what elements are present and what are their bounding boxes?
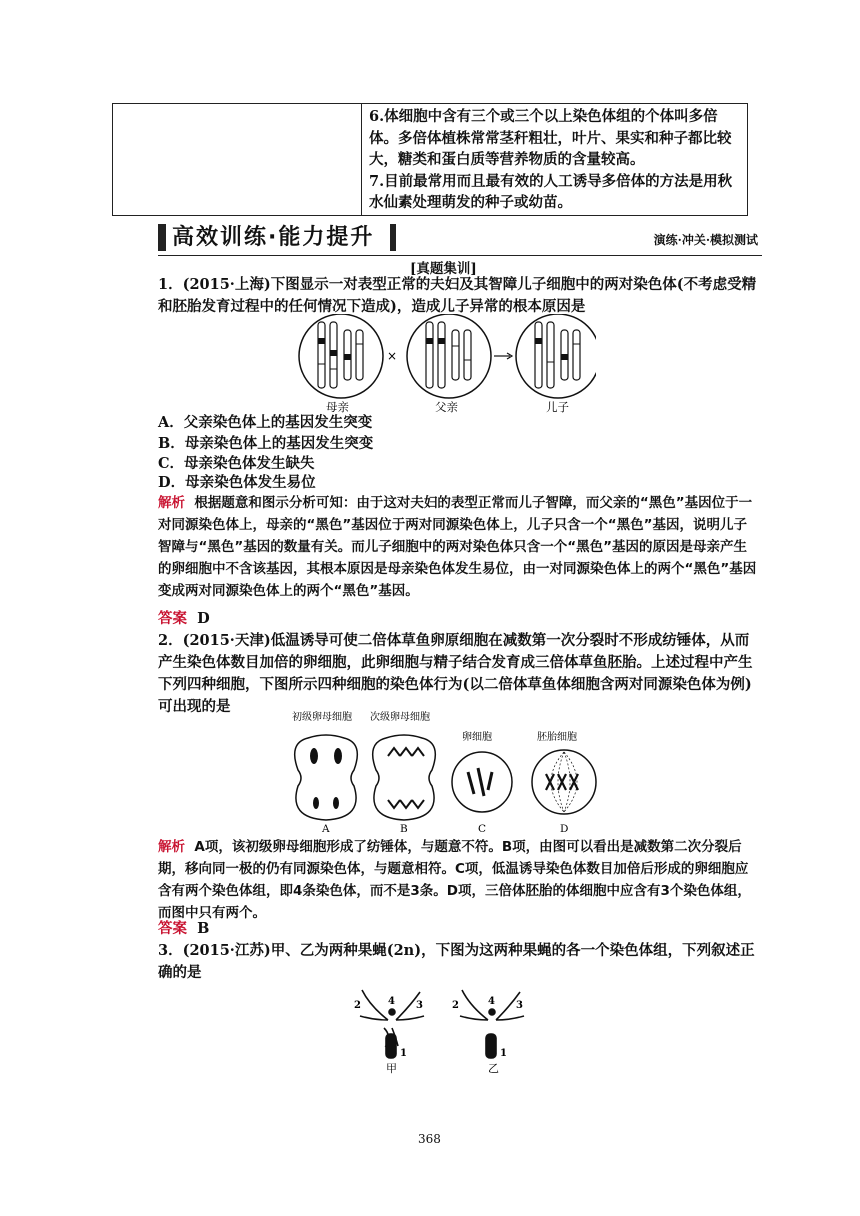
fig-title-b: 次级卵母细胞 xyxy=(370,712,430,723)
q1-answer: 答案 D xyxy=(158,610,210,627)
fig-label-jia: 甲 xyxy=(386,1062,397,1074)
banner-underline xyxy=(158,255,762,256)
q2-analysis: 解析 A项，该初级卵母细胞形成了纺锤体，与题意不符。B项，由图可以看出是减数第二次分裂后期，移向同一极的仍有同源染色体，与题意相符。C项，低温诱导染色体数目加倍后形成的卵细胞应含有两个染色体组，即4条染色体，而不是3条。D项，三倍体胚胎的体细胞中应含有3个染色体组，而图中只有两个。 xyxy=(158,839,751,921)
q1-stem: 1．(2015·上海)下图显示一对表型正常的夫妇及其智障儿子细胞中的两对染色体(不考虑受精和胚胎发育过程中的任何情况下造成)，造成儿子异常的根本原因是 xyxy=(158,276,757,315)
chrom-1-jia: 1 xyxy=(400,1048,407,1059)
q2-analysis-label: 解析 xyxy=(158,839,185,855)
q2-answer-label: 答案 xyxy=(158,920,187,937)
fig-letter-b: B xyxy=(400,823,408,834)
q2-figure xyxy=(288,708,618,834)
cell-d xyxy=(532,750,596,814)
fig-title-d: 胚胎细胞 xyxy=(537,732,577,743)
chrom-1-yi: 1 xyxy=(500,1048,507,1059)
mother-cell xyxy=(299,314,383,398)
q1-answer-label: 答案 xyxy=(158,610,187,627)
fig-title-c: 卵细胞 xyxy=(462,732,492,743)
son-cell xyxy=(516,314,596,398)
q1-option-a: A．父亲染色体上的基因发生突变 xyxy=(158,414,373,431)
q1-analysis: 解析 根据题意和图示分析可知：由于这对夫妇的表型正常而儿子智障，而父亲的“黑色”基因位于一对同源染色体上，母亲的“黑色”基因位于两对同源染色体上，儿子只含一个“黑色”基因，说明儿子智障与“黑色”基因的数量有关。而儿子细胞中的两对染色体只含一个“黑色”基因的原因是母亲产生的卵细胞中不含该基因，其根本原因是母亲染色体发生易位，由一对同源染色体上的两个“黑色”基因变成两对同源染色体上的两个“黑色”基因。 xyxy=(158,495,757,599)
chrom-3-jia: 3 xyxy=(416,1000,423,1011)
banner-right-bar xyxy=(390,224,396,251)
table-divider xyxy=(361,104,362,215)
q1-analysis-label: 解析 xyxy=(158,495,185,511)
q2-answer: 答案 B xyxy=(158,920,210,937)
q3-figure xyxy=(348,984,538,1074)
fig-label-mother: 母亲 xyxy=(326,400,349,414)
summary-table xyxy=(112,103,748,216)
q1-option-b: B．母亲染色体上的基因发生突变 xyxy=(158,435,374,452)
section-title: [真题集训] xyxy=(410,261,477,277)
chrom-2-jia: 2 xyxy=(354,1000,361,1011)
page-number: 368 xyxy=(418,1132,441,1146)
q1-option-d: D．母亲染色体发生易位 xyxy=(158,474,316,491)
q1-option-c: C．母亲染色体发生缺失 xyxy=(158,455,315,472)
q3-stem: 3．(2015·江苏)甲、乙为两种果蝇(2n)，下图为这两种果蝇的各一个染色体组，下列叙述正确的是 xyxy=(158,942,755,981)
section-banner xyxy=(158,222,762,254)
chrom-4-yi: 4 xyxy=(488,996,495,1007)
fig-title-a: 初级卵母细胞 xyxy=(292,712,352,723)
chrom-2-yi: 2 xyxy=(452,1000,459,1011)
cross-symbol: × xyxy=(387,349,398,363)
fig-letter-c: C xyxy=(478,823,487,834)
banner-subtitle: 演练·冲关·模拟测试 xyxy=(653,233,758,247)
fig-letter-d: D xyxy=(560,823,569,834)
q2-stem: 2．(2015·天津)低温诱导可使二倍体草鱼卵原细胞在减数第一次分裂时不形成纺锤体，从而产生染色体数目加倍的卵细胞，此卵细胞与精子结合发育成三倍体草鱼胚胎。上述过程中产生下列四种细胞，下图所示四种细胞的染色体行为(以二倍体草鱼体细胞含两对同源染色体为例)可出现的是 xyxy=(158,632,753,715)
chrom-4-jia: 4 xyxy=(388,996,395,1007)
father-cell xyxy=(407,314,491,398)
cell-a xyxy=(295,735,358,820)
fig-label-yi: 乙 xyxy=(488,1062,499,1074)
table-right-cell: 6.体细胞中含有三个或三个以上染色体组的个体叫多倍体。多倍体植株常常茎秆粗壮，叶片、果实和种子都比较大，糖类和蛋白质等营养物质的含量较高。 7.目前最常用而且最有效的人工诱导多倍体的方法是用秋水仙素处理萌发的种子或幼苗。 xyxy=(369,108,733,211)
fig-label-son: 儿子 xyxy=(546,400,569,414)
chrom-3-yi: 3 xyxy=(516,1000,523,1011)
q1-figure xyxy=(296,314,596,414)
banner-title: 高效训练·能力提升 xyxy=(172,225,375,250)
fig-letter-a: A xyxy=(322,823,330,834)
cell-b xyxy=(373,735,436,820)
fig-label-father: 父亲 xyxy=(435,400,458,414)
banner-left-bar xyxy=(158,224,166,251)
